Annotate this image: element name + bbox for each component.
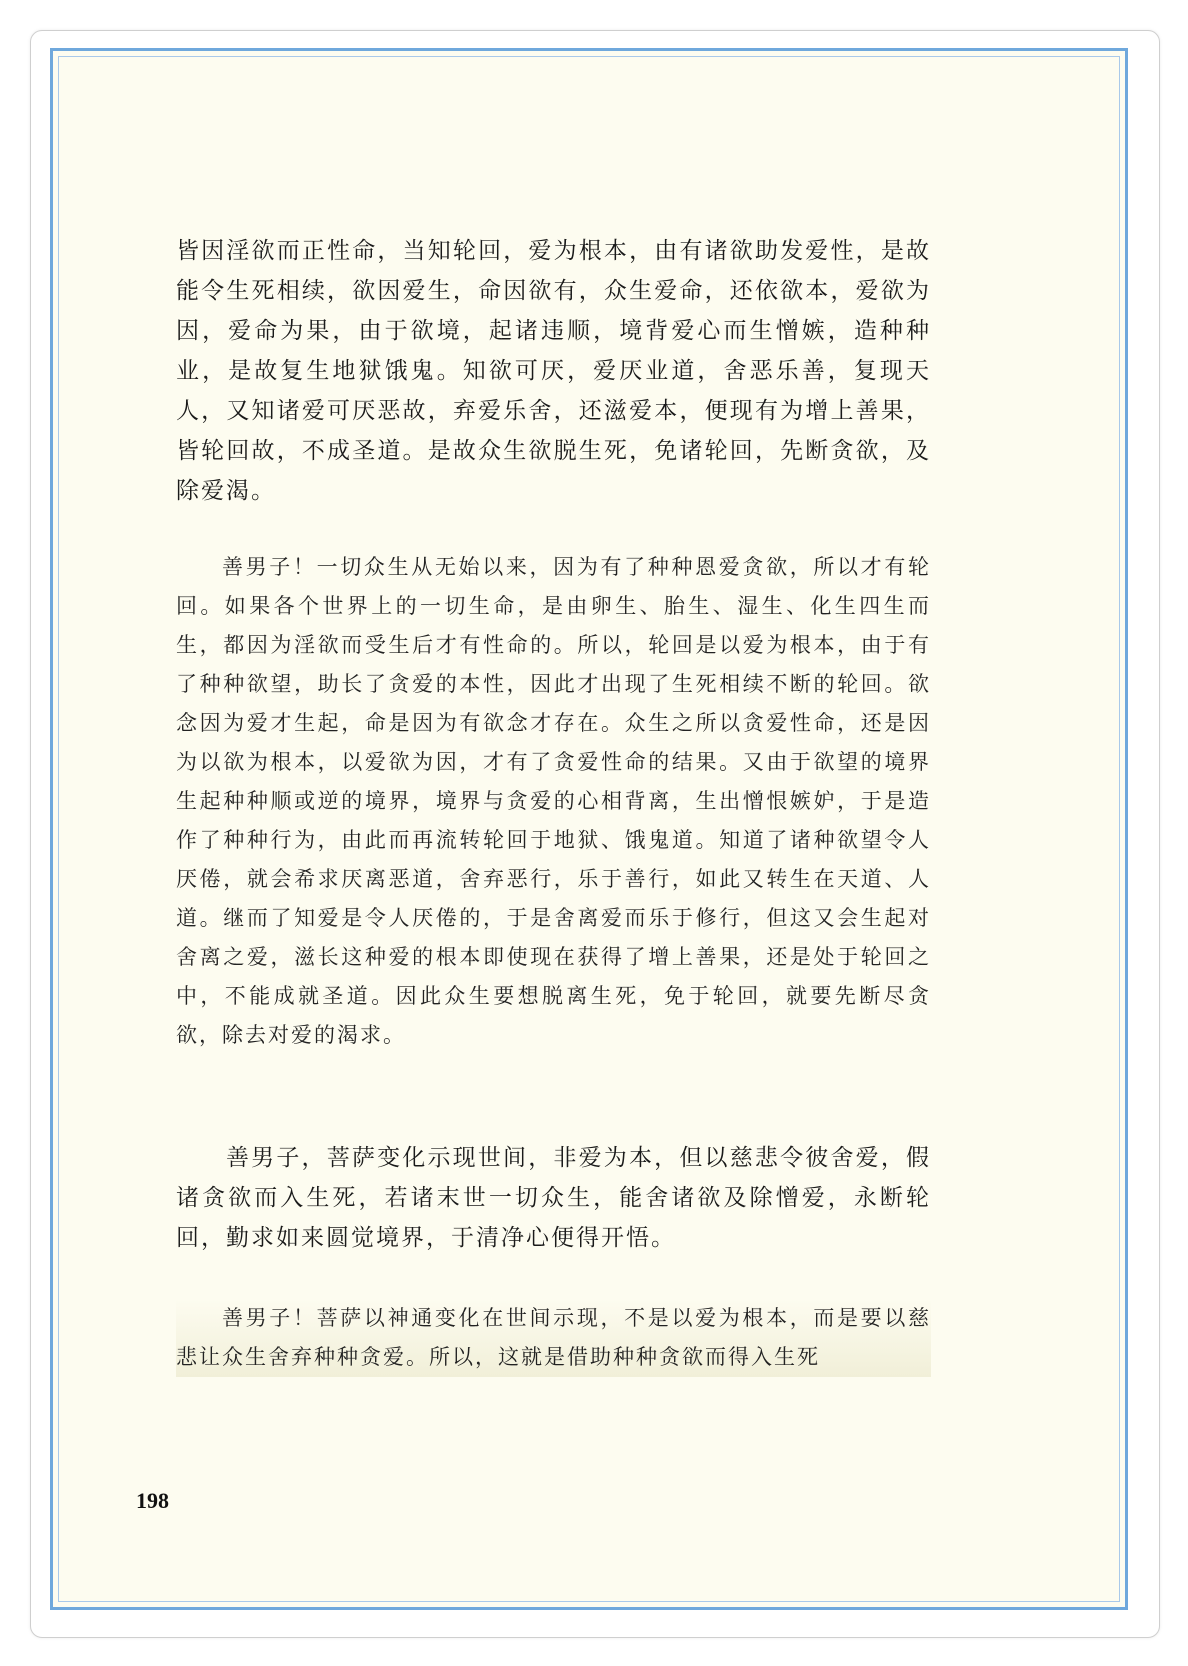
classical-text-paragraph-2: 善男子，菩萨变化示现世间，非爱为本，但以慈悲令彼舍爱，假诸贪欲而入生死，若诸末世一切众生，能舍诸欲及除憎爱，永断轮回，勤求如来圆觉境界，于清净心便得开悟。 xyxy=(176,1145,931,1251)
modern-translation-paragraph-2: 善男子！菩萨以神通变化在世间示现，不是以爱为根本，而是要以慈悲让众生舍弃种种贪爱。所以，这就是借助种种贪欲而得入生死 xyxy=(176,1299,931,1377)
modern-translation-paragraph-1: 善男子！一切众生从无始以来，因为有了种种恩爱贪欲，所以才有轮回。如果各个世界上的一切生命，是由卵生、胎生、湿生、化生四生而生，都因为淫欲而受生后才有性命的。所以，轮回是以爱为根本，由于有了种种欲望，助长了贪爱的本性，因此才出现了生死相续不断的轮回。欲念因为爱才生起，命是因为有欲念才存在。众生之所以贪爱性命，还是因为以欲为根本，以爱欲为因，才有了贪爱性命的结果。又由于欲望的境界生起种种顺或逆的境界，境界与贪爱的心相背离，生出憎恨嫉妒，于是造作了种种行为，由此而再流转轮回于地狱、饿鬼道。知道了诸种欲望令人厌倦，就会希求厌离恶道，舍弃恶行，乐于善行，如此又转生在天道、人道。继而了知爱是令人厌倦的，于是舍离爱而乐于修行，但这又会生起对舍离之爱，滋长这种爱的根本即使现在获得了增上善果，还是处于轮回之中，不能成就圣道。因此众生要想脱离生死，免于轮回，就要先断尽贪欲，除去对爱的渴求。 xyxy=(176,555,931,1047)
classical-text-paragraph-1: 皆因淫欲而正性命，当知轮回，爱为根本，由有诸欲助发爱性，是故能令生死相续，欲因爱生，命因欲有，众生爱命，还依欲本，爱欲为因，爱命为果，由于欲境，起诸违顺，境背爱心而生憎嫉，造种种业，是故复生地狱饿鬼。知欲可厌，爱厌业道，舍恶乐善，复现天人，又知诸爱可厌恶故，弃爱乐舍，还滋爱本，便现有为增上善果，皆轮回故，不成圣道。是故众生欲脱生死，免诸轮回，先断贪欲，及除爱渴。 xyxy=(176,238,931,504)
page-number: 198 xyxy=(136,1488,169,1513)
